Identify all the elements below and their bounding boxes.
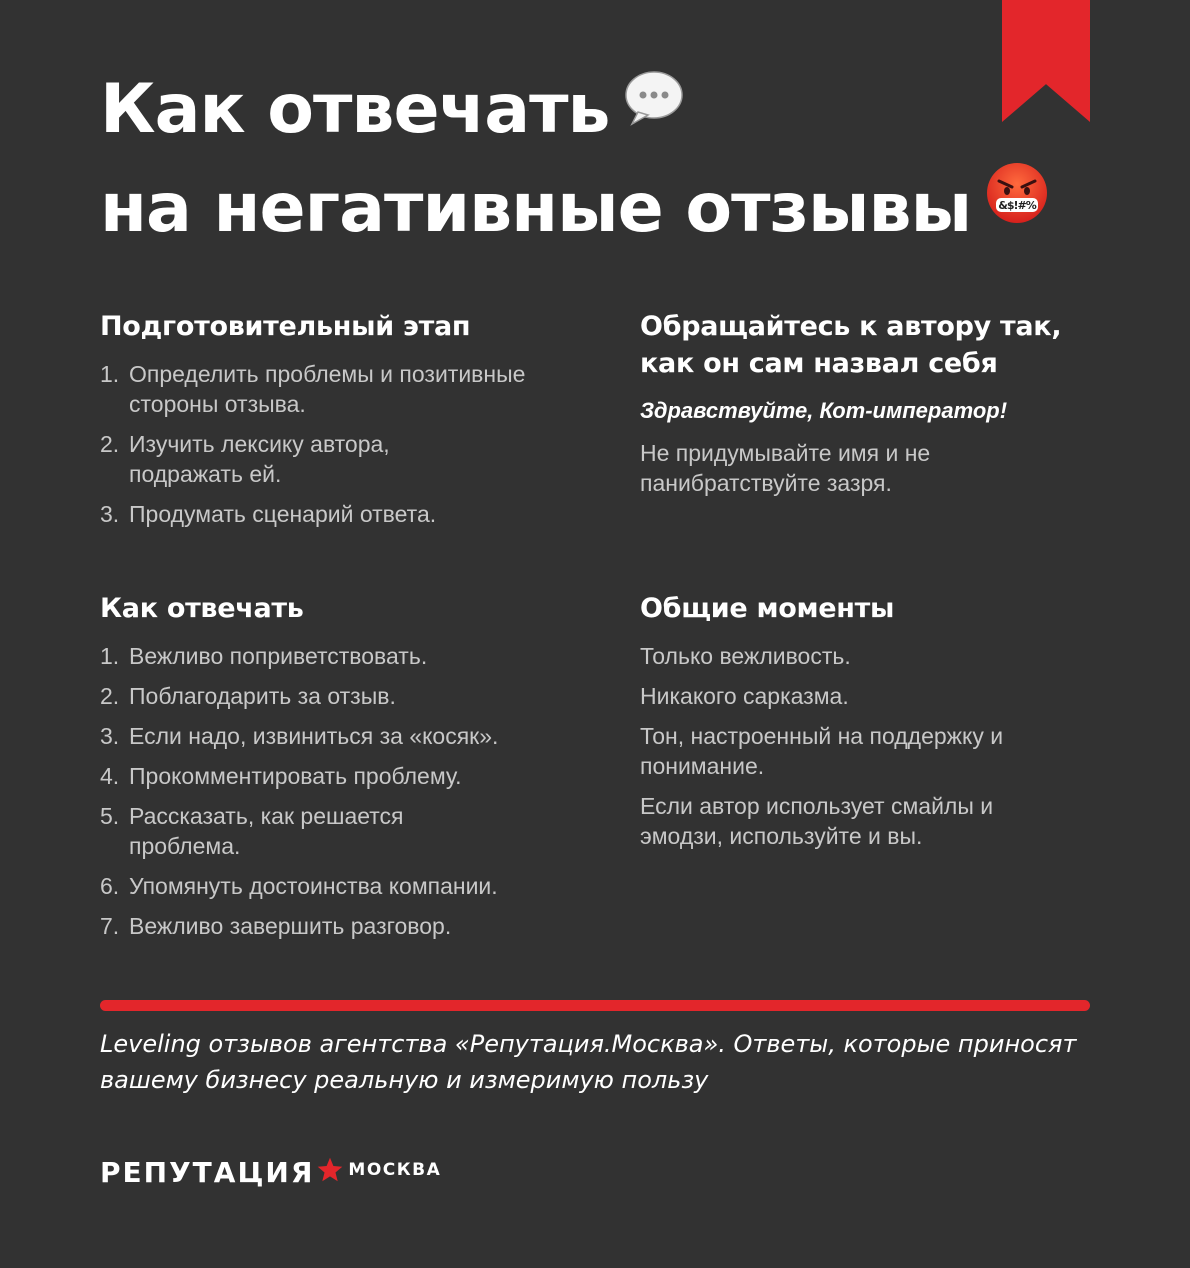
list-item: 6. Упомянуть достоинства компании. (100, 873, 498, 899)
general-item: Только вежливость. (640, 643, 851, 669)
general-item: Если автор использует смайлы и эмодзи, используйте и вы. (640, 793, 994, 849)
title-line-2: на негативные отзывы &$!#% (100, 161, 1000, 260)
list-item: 2. Поблагодарить за отзыв. (100, 683, 396, 709)
face-with-symbols-on-mouth-icon (985, 155, 1049, 250)
list-item: 1. Определить проблемы и позитивные стороны отзыва. (100, 361, 526, 417)
bookmark-ribbon-icon (1002, 0, 1090, 122)
section-prep (100, 308, 600, 539)
greeting-example: Здравствуйте, Кот-император! (640, 398, 1008, 423)
list-item: 4. Прокомментировать проблему. (100, 763, 462, 789)
brand-logo (100, 1152, 441, 1192)
section-heading: Как отвечать (100, 593, 304, 624)
list-item: 1. Вежливо поприветствовать. (100, 643, 428, 669)
general-item: Никакого сарказма. (640, 683, 849, 709)
address-note: Не придумывайте имя и не панибратствуйте зазря. (640, 440, 931, 496)
section-howto (100, 590, 600, 951)
brand-name: РЕПУТАЦИЯ (100, 1155, 315, 1189)
prep-list (100, 359, 600, 529)
section-general (640, 590, 1080, 861)
brand-city: МОСКВА (348, 1160, 442, 1180)
red-star-icon (316, 1156, 344, 1189)
divider (100, 1000, 1090, 1011)
page-title (100, 62, 1036, 260)
list-item: 5. Рассказать, как решается проблема. (100, 803, 404, 859)
section-heading: Общие моменты (640, 593, 895, 624)
title-line-1: Как отвечать (100, 62, 1000, 161)
footer-text: Leveling отзывов агентства «Репутация.Москва». Ответы, которые приносят вашему бизнесу реальную и измеримую пользу (100, 1030, 1077, 1094)
svg-text:&$!#%: &$!#% (998, 198, 1036, 212)
section-address (640, 308, 1080, 508)
list-item: 3. Продумать сценарий ответа. (100, 501, 437, 527)
section-heading: Обращайтесь к автору так, как он сам назвал себя (640, 311, 1062, 379)
speech-balloon-icon (624, 56, 684, 151)
section-heading: Подготовительный этап (100, 311, 471, 342)
list-item: 7. Вежливо завершить разговор. (100, 913, 452, 939)
general-item: Тон, настроенный на поддержку и понимание. (640, 723, 1004, 779)
list-item: 3. Если надо, извиниться за «косяк». (100, 723, 499, 749)
list-item: 2. Изучить лексику автора, подражать ей. (100, 431, 390, 487)
howto-list (100, 641, 600, 941)
